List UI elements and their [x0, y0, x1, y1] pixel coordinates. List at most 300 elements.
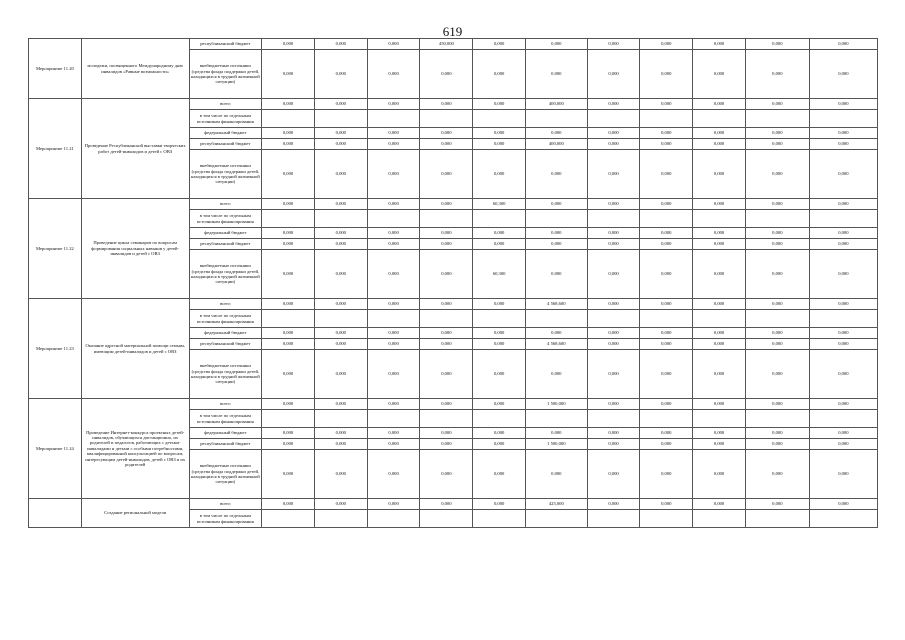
amount-cell: 0,000 [314, 428, 367, 439]
amount-cell: 0,000 [640, 39, 693, 50]
amount-cell: 0,000 [693, 328, 746, 339]
amount-cell: 0,000 [745, 228, 809, 239]
amount-cell [693, 410, 746, 428]
amount-cell: 0,000 [745, 399, 809, 410]
amount-cell: 0,000 [367, 428, 420, 439]
amount-cell: 0,000 [526, 228, 588, 239]
amount-cell: 0,000 [693, 139, 746, 150]
amount-cell: 0,000 [314, 199, 367, 210]
amount-cell [262, 410, 315, 428]
amount-cell: 450,000 [420, 39, 473, 50]
amount-cell: 0,000 [314, 39, 367, 50]
amount-cell: 0,000 [587, 499, 640, 510]
amount-cell [587, 510, 640, 528]
funding-source: республиканский бюджет [189, 339, 262, 350]
amount-cell: 0,000 [693, 39, 746, 50]
amount-cell: 0,000 [420, 150, 473, 199]
amount-cell: 0,000 [745, 128, 809, 139]
amount-cell: 0,000 [473, 228, 526, 239]
amount-cell [526, 210, 588, 228]
amount-cell: 0,000 [693, 399, 746, 410]
amount-cell [745, 210, 809, 228]
amount-cell: 0,000 [367, 128, 420, 139]
amount-cell [693, 210, 746, 228]
amount-cell: 0,000 [809, 50, 877, 99]
amount-cell: 0,000 [809, 339, 877, 350]
amount-cell: 0,000 [367, 50, 420, 99]
amount-cell: 0,000 [640, 499, 693, 510]
amount-cell [473, 310, 526, 328]
amount-cell: 0,000 [367, 399, 420, 410]
amount-cell [587, 110, 640, 128]
amount-cell: 0,000 [526, 150, 588, 199]
amount-cell [640, 310, 693, 328]
amount-cell: 0,000 [262, 299, 315, 310]
amount-cell: 0,000 [314, 350, 367, 399]
amount-cell: 0,000 [314, 139, 367, 150]
amount-cell: 0,000 [640, 428, 693, 439]
amount-cell: 0,000 [745, 39, 809, 50]
amount-cell [420, 510, 473, 528]
amount-cell [640, 110, 693, 128]
amount-cell: 0,000 [526, 199, 588, 210]
amount-cell: 0,000 [420, 99, 473, 110]
amount-cell [587, 210, 640, 228]
amount-cell [587, 410, 640, 428]
amount-cell: 0,000 [420, 428, 473, 439]
amount-cell: 1 500,000 [526, 439, 588, 450]
amount-cell: 0,000 [526, 39, 588, 50]
amount-cell: 0,000 [367, 139, 420, 150]
amount-cell: 0,000 [809, 250, 877, 299]
amount-cell: 0,000 [809, 39, 877, 50]
amount-cell: 0,000 [640, 199, 693, 210]
amount-cell: 0,000 [809, 150, 877, 199]
amount-cell: 0,000 [587, 450, 640, 499]
funding-source: федеральный бюджет [189, 328, 262, 339]
table-row [29, 399, 878, 410]
amount-cell [809, 310, 877, 328]
table-row [29, 299, 878, 310]
amount-cell: 0,000 [693, 50, 746, 99]
amount-cell: 0,000 [473, 428, 526, 439]
amount-cell: 0,000 [473, 350, 526, 399]
amount-cell: 0,000 [262, 199, 315, 210]
amount-cell: 0,000 [640, 239, 693, 250]
funding-source: внебюджетные источники (средства фонда поддержки детей, находящихся в трудной жизненной ситуации) [189, 450, 262, 499]
amount-cell: 0,000 [526, 350, 588, 399]
amount-cell: 0,000 [809, 399, 877, 410]
amount-cell: 0,000 [367, 99, 420, 110]
amount-cell: 425,000 [526, 499, 588, 510]
amount-cell [745, 110, 809, 128]
amount-cell [526, 410, 588, 428]
amount-cell [809, 110, 877, 128]
measure-code: Мероприятие 11.20 [29, 39, 82, 99]
amount-cell: 0,000 [693, 499, 746, 510]
amount-cell: 0,000 [745, 139, 809, 150]
amount-cell: 0,000 [314, 99, 367, 110]
measure-code: Мероприятие 11.21 [29, 99, 82, 199]
amount-cell: 0,000 [587, 399, 640, 410]
amount-cell: 0,000 [693, 99, 746, 110]
funding-source: в том числе по отдельным источникам финансирования [189, 210, 262, 228]
measure-title: Создание региональной модели [81, 499, 189, 528]
amount-cell [367, 410, 420, 428]
measure-code: Мероприятие 11.23 [29, 299, 82, 399]
amount-cell: 0,000 [693, 228, 746, 239]
amount-cell: 4 568,600 [526, 299, 588, 310]
amount-cell: 0,000 [420, 228, 473, 239]
amount-cell: 0,000 [587, 328, 640, 339]
amount-cell [314, 410, 367, 428]
amount-cell: 0,000 [587, 228, 640, 239]
measure-title: Проведение Республиканской выставки творческих работ детей-инвалидов и детей с ОВЗ [81, 99, 189, 199]
amount-cell: 0,000 [640, 150, 693, 199]
funding-source: республиканский бюджет [189, 439, 262, 450]
amount-cell: 0,000 [745, 250, 809, 299]
amount-cell: 0,000 [314, 339, 367, 350]
amount-cell [745, 410, 809, 428]
amount-cell: 0,000 [809, 299, 877, 310]
amount-cell: 0,000 [367, 499, 420, 510]
amount-cell: 0,000 [367, 299, 420, 310]
amount-cell: 0,000 [809, 139, 877, 150]
amount-cell: 0,000 [262, 139, 315, 150]
amount-cell: 0,000 [745, 499, 809, 510]
funding-source: всего [189, 499, 262, 510]
amount-cell: 0,000 [314, 439, 367, 450]
amount-cell: 0,000 [587, 250, 640, 299]
measure-code: Мероприятие 11.24 [29, 399, 82, 499]
measure-title: Оказание адресной материальной помощи семьям, имеющим детей-инвалидов и детей с ОВЗ [81, 299, 189, 399]
amount-cell: 0,000 [473, 439, 526, 450]
amount-cell: 0,000 [473, 399, 526, 410]
amount-cell: 0,000 [693, 199, 746, 210]
amount-cell [526, 510, 588, 528]
amount-cell: 0,000 [262, 239, 315, 250]
amount-cell: 0,000 [640, 439, 693, 450]
amount-cell: 0,000 [473, 499, 526, 510]
amount-cell: 0,000 [473, 239, 526, 250]
amount-cell: 0,000 [473, 50, 526, 99]
amount-cell [314, 310, 367, 328]
amount-cell: 0,000 [693, 128, 746, 139]
funding-source: всего [189, 299, 262, 310]
amount-cell [473, 510, 526, 528]
amount-cell: 0,000 [420, 450, 473, 499]
amount-cell: 0,000 [745, 428, 809, 439]
amount-cell: 0,000 [526, 50, 588, 99]
amount-cell: 0,000 [693, 439, 746, 450]
amount-cell: 0,000 [587, 339, 640, 350]
amount-cell: 0,000 [526, 428, 588, 439]
amount-cell: 0,000 [420, 199, 473, 210]
amount-cell: 0,000 [420, 328, 473, 339]
funding-source: федеральный бюджет [189, 128, 262, 139]
amount-cell: 0,000 [367, 239, 420, 250]
amount-cell: 0,000 [640, 99, 693, 110]
amount-cell: 0,000 [262, 128, 315, 139]
funding-source: всего [189, 399, 262, 410]
amount-cell: 0,000 [420, 239, 473, 250]
amount-cell [809, 510, 877, 528]
amount-cell: 1 500,000 [526, 399, 588, 410]
funding-source: федеральный бюджет [189, 228, 262, 239]
amount-cell: 0,000 [745, 328, 809, 339]
amount-cell: 0,000 [420, 339, 473, 350]
amount-cell: 0,000 [809, 239, 877, 250]
amount-cell [262, 210, 315, 228]
amount-cell [262, 510, 315, 528]
amount-cell [473, 410, 526, 428]
amount-cell [693, 310, 746, 328]
amount-cell [693, 110, 746, 128]
measure-title: Проведение Интернет-конкурса проектных детей-инвалидов, обучающихся дистанционно, их родителей и педагогов, работающих с детьми-инвалидами и детьми с особыми потребностями, квалифицированной консультацией по вопросам, интересующим детей-инвалидов, детей с ОВЗ и их родителей [81, 399, 189, 499]
amount-cell: 0,000 [587, 199, 640, 210]
amount-cell [745, 310, 809, 328]
amount-cell: 0,000 [587, 128, 640, 139]
amount-cell: 0,000 [314, 399, 367, 410]
amount-cell: 0,000 [745, 50, 809, 99]
amount-cell: 0,000 [587, 50, 640, 99]
amount-cell: 0,000 [420, 350, 473, 399]
amount-cell: 4 568,600 [526, 339, 588, 350]
amount-cell: 0,000 [587, 39, 640, 50]
amount-cell: 0,000 [473, 150, 526, 199]
amount-cell: 0,000 [420, 439, 473, 450]
amount-cell: 0,000 [745, 99, 809, 110]
amount-cell: 0,000 [367, 450, 420, 499]
amount-cell: 0,000 [262, 250, 315, 299]
measure-title: Проведение цикла семинаров по вопросам формирования социальных навыков у детей-инвалидов и детей с ОВЗ [81, 199, 189, 299]
amount-cell: 0,000 [314, 228, 367, 239]
amount-cell: 0,000 [367, 39, 420, 50]
amount-cell [367, 110, 420, 128]
amount-cell: 0,000 [262, 228, 315, 239]
amount-cell: 0,000 [314, 250, 367, 299]
amount-cell: 0,000 [473, 139, 526, 150]
funding-source: республиканский бюджет [189, 239, 262, 250]
amount-cell: 0,000 [640, 128, 693, 139]
amount-cell [526, 110, 588, 128]
amount-cell: 0,000 [693, 250, 746, 299]
amount-cell [809, 210, 877, 228]
amount-cell: 0,000 [314, 328, 367, 339]
amount-cell: 0,000 [473, 299, 526, 310]
amount-cell [640, 410, 693, 428]
amount-cell: 0,000 [262, 399, 315, 410]
amount-cell: 0,000 [473, 99, 526, 110]
amount-cell: 0,000 [420, 399, 473, 410]
amount-cell: 0,000 [420, 299, 473, 310]
amount-cell: 0,000 [473, 339, 526, 350]
amount-cell: 0,000 [587, 439, 640, 450]
amount-cell: 0,000 [745, 439, 809, 450]
amount-cell: 0,000 [314, 299, 367, 310]
amount-cell: 0,000 [587, 350, 640, 399]
amount-cell [367, 210, 420, 228]
amount-cell [420, 110, 473, 128]
funding-source: внебюджетные источники (средства фонда поддержки детей, находящихся в трудной жизненной ситуации) [189, 50, 262, 99]
amount-cell: 0,000 [420, 50, 473, 99]
amount-cell: 0,000 [693, 239, 746, 250]
table-row [29, 99, 878, 110]
table-row [29, 199, 878, 210]
amount-cell: 0,000 [745, 339, 809, 350]
amount-cell: 0,000 [809, 328, 877, 339]
amount-cell [587, 310, 640, 328]
amount-cell: 0,000 [745, 239, 809, 250]
amount-cell: 0,000 [587, 99, 640, 110]
amount-cell: 0,000 [367, 350, 420, 399]
amount-cell: 0,000 [640, 139, 693, 150]
amount-cell: 60,300 [473, 199, 526, 210]
amount-cell: 0,000 [262, 328, 315, 339]
amount-cell: 0,000 [262, 350, 315, 399]
table-row [29, 39, 878, 50]
amount-cell [745, 510, 809, 528]
amount-cell: 0,000 [420, 499, 473, 510]
funding-source: республиканский бюджет [189, 139, 262, 150]
amount-cell: 0,000 [640, 339, 693, 350]
amount-cell: 0,000 [262, 99, 315, 110]
funding-source: всего [189, 99, 262, 110]
amount-cell: 0,000 [262, 150, 315, 199]
amount-cell: 0,000 [262, 50, 315, 99]
amount-cell: 0,000 [473, 450, 526, 499]
amount-cell: 0,000 [473, 39, 526, 50]
amount-cell: 0,000 [314, 150, 367, 199]
amount-cell: 0,000 [640, 250, 693, 299]
amount-cell [262, 110, 315, 128]
funding-source: внебюджетные источники (средства фонда поддержки детей, находящихся в трудной жизненной ситуации) [189, 250, 262, 299]
amount-cell: 0,000 [693, 150, 746, 199]
amount-cell [262, 310, 315, 328]
amount-cell: 0,000 [526, 328, 588, 339]
amount-cell: 0,000 [367, 339, 420, 350]
funding-source: в том числе по отдельным источникам финансирования [189, 310, 262, 328]
amount-cell: 0,000 [809, 199, 877, 210]
amount-cell: 0,000 [314, 450, 367, 499]
amount-cell: 0,000 [587, 428, 640, 439]
amount-cell: 0,000 [587, 150, 640, 199]
amount-cell [367, 310, 420, 328]
amount-cell [420, 310, 473, 328]
amount-cell: 0,000 [640, 228, 693, 239]
amount-cell [473, 110, 526, 128]
amount-cell: 0,000 [367, 150, 420, 199]
amount-cell: 0,000 [314, 499, 367, 510]
amount-cell: 0,000 [809, 450, 877, 499]
funding-source: в том числе по отдельным источникам финансирования [189, 110, 262, 128]
amount-cell: 0,000 [314, 128, 367, 139]
funding-source: внебюджетные источники (средства фонда поддержки детей, находящихся в трудной жизненной ситуации) [189, 150, 262, 199]
amount-cell [526, 310, 588, 328]
amount-cell [473, 210, 526, 228]
amount-cell [314, 210, 367, 228]
amount-cell [640, 510, 693, 528]
amount-cell: 0,000 [587, 139, 640, 150]
amount-cell: 0,000 [473, 328, 526, 339]
amount-cell: 0,000 [640, 50, 693, 99]
funding-source: внебюджетные источники (средства фонда поддержки детей, находящихся в трудной жизненной ситуации) [189, 350, 262, 399]
amount-cell: 0,000 [640, 350, 693, 399]
amount-cell: 0,000 [367, 439, 420, 450]
amount-cell: 0,000 [809, 128, 877, 139]
amount-cell: 0,000 [526, 250, 588, 299]
amount-cell: 0,000 [745, 450, 809, 499]
amount-cell: 0,000 [693, 428, 746, 439]
amount-cell: 0,000 [262, 439, 315, 450]
amount-cell: 60,300 [473, 250, 526, 299]
amount-cell: 0,000 [526, 450, 588, 499]
amount-cell: 400,000 [526, 139, 588, 150]
amount-cell: 0,000 [640, 328, 693, 339]
amount-cell: 0,000 [262, 428, 315, 439]
amount-cell: 0,000 [693, 299, 746, 310]
amount-cell: 0,000 [809, 428, 877, 439]
funding-source: в том числе по отдельным источникам финансирования [189, 410, 262, 428]
amount-cell: 400,000 [526, 99, 588, 110]
funding-source: в том числе по отдельным источникам финансирования [189, 510, 262, 528]
funding-source: федеральный бюджет [189, 428, 262, 439]
amount-cell: 0,000 [809, 99, 877, 110]
measure-code [29, 499, 82, 528]
amount-cell: 0,000 [640, 299, 693, 310]
amount-cell: 0,000 [526, 128, 588, 139]
amount-cell: 0,000 [693, 450, 746, 499]
amount-cell: 0,000 [526, 239, 588, 250]
amount-cell: 0,000 [420, 250, 473, 299]
page-number: 619 [442, 24, 463, 39]
amount-cell: 0,000 [367, 199, 420, 210]
amount-cell: 0,000 [640, 450, 693, 499]
amount-cell [693, 510, 746, 528]
amount-cell: 0,000 [587, 299, 640, 310]
amount-cell [420, 410, 473, 428]
amount-cell: 0,000 [745, 199, 809, 210]
amount-cell: 0,000 [367, 228, 420, 239]
amount-cell [314, 110, 367, 128]
table-row [29, 499, 878, 510]
amount-cell: 0,000 [262, 339, 315, 350]
amount-cell [420, 210, 473, 228]
budget-table [28, 38, 878, 528]
amount-cell: 0,000 [314, 239, 367, 250]
amount-cell [367, 510, 420, 528]
amount-cell: 0,000 [262, 450, 315, 499]
measure-code: Мероприятие 11.22 [29, 199, 82, 299]
measure-title: молодежи, посвященного Международному дню инвалидов «Равные возможности» [81, 39, 189, 99]
amount-cell: 0,000 [745, 299, 809, 310]
amount-cell: 0,000 [420, 139, 473, 150]
amount-cell: 0,000 [640, 399, 693, 410]
amount-cell: 0,000 [473, 128, 526, 139]
amount-cell: 0,000 [262, 499, 315, 510]
amount-cell: 0,000 [745, 350, 809, 399]
amount-cell: 0,000 [693, 350, 746, 399]
amount-cell [809, 410, 877, 428]
amount-cell: 0,000 [262, 39, 315, 50]
amount-cell: 0,000 [367, 250, 420, 299]
amount-cell: 0,000 [809, 499, 877, 510]
amount-cell: 0,000 [809, 350, 877, 399]
amount-cell [314, 510, 367, 528]
amount-cell: 0,000 [420, 128, 473, 139]
amount-cell: 0,000 [809, 439, 877, 450]
amount-cell: 0,000 [693, 339, 746, 350]
